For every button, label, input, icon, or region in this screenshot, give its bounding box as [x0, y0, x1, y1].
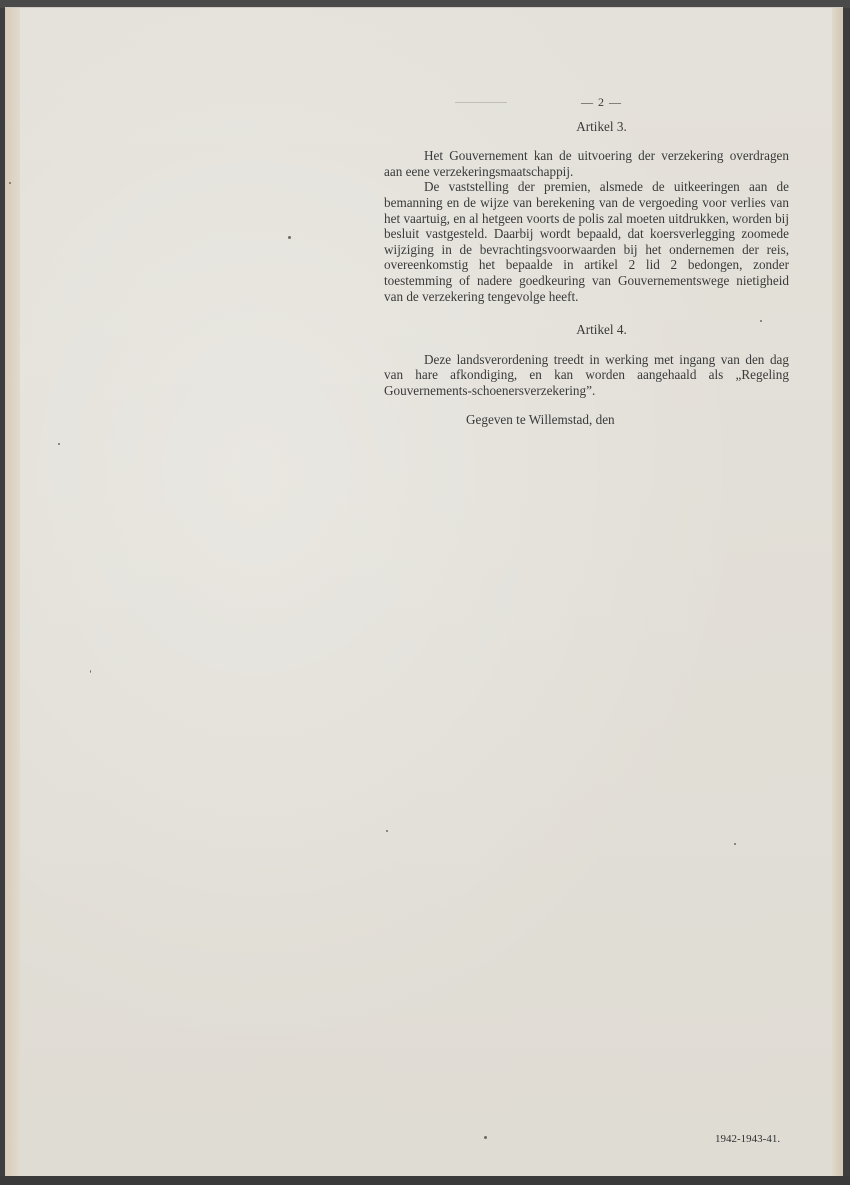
article-4-paragraph-1: Deze landsverordening treedt in werking met ingang van den dag van hare afkondiging, en kan worden aangehaald als „Regeling Gouvernements-schoenersverzekering”. [384, 351, 789, 398]
scan-top-border [0, 0, 850, 8]
paper-speck [760, 320, 762, 322]
page-number: — 2 — [581, 95, 622, 109]
article-3-paragraph-1: Het Gouvernement kan de uitvoering der verzekering overdragen aan eene verzekeringsmaatschappij. [384, 148, 789, 179]
article-4-heading: Artikel 4. [576, 322, 627, 338]
article-3-heading: Artikel 3. [576, 118, 627, 134]
closing-line: Gegeven te Willemstad, den [466, 411, 615, 427]
paper-speck [288, 236, 291, 239]
paper-speck [734, 843, 736, 845]
article-3-paragraph-2: De vaststelling der premien, alsmede de uitkeeringen aan de bemanning en de wijze van berekening van de vergoeding voor verlies van het vaartuig, en al hetgeen voorts de polis zal moeten uitdrukken, worden bij besluit vastgesteld. Daarbij wordt bepaald, dat koersverlegging zoomede wijziging in de bevrachtingsvoorwaarden bij het ondernemen der reis, overeenkomstig het bepaalde in artikel 2 lid 2 bedongen, zonder toestemming of nadere goedkeuring van Gouvernementswege nietigheid van de verzekering tengevolge heeft. [384, 179, 789, 304]
paper-speck [484, 1136, 487, 1139]
document-body [384, 95, 789, 427]
paper-speck [386, 830, 388, 832]
document-reference-code: 1942-1943-41. [715, 1133, 781, 1145]
paper-speck [90, 670, 91, 673]
paper-right-edge [832, 8, 842, 1176]
paper-speck [58, 443, 60, 445]
paper-speck [9, 182, 11, 184]
scan-bottom-border [0, 1176, 850, 1185]
